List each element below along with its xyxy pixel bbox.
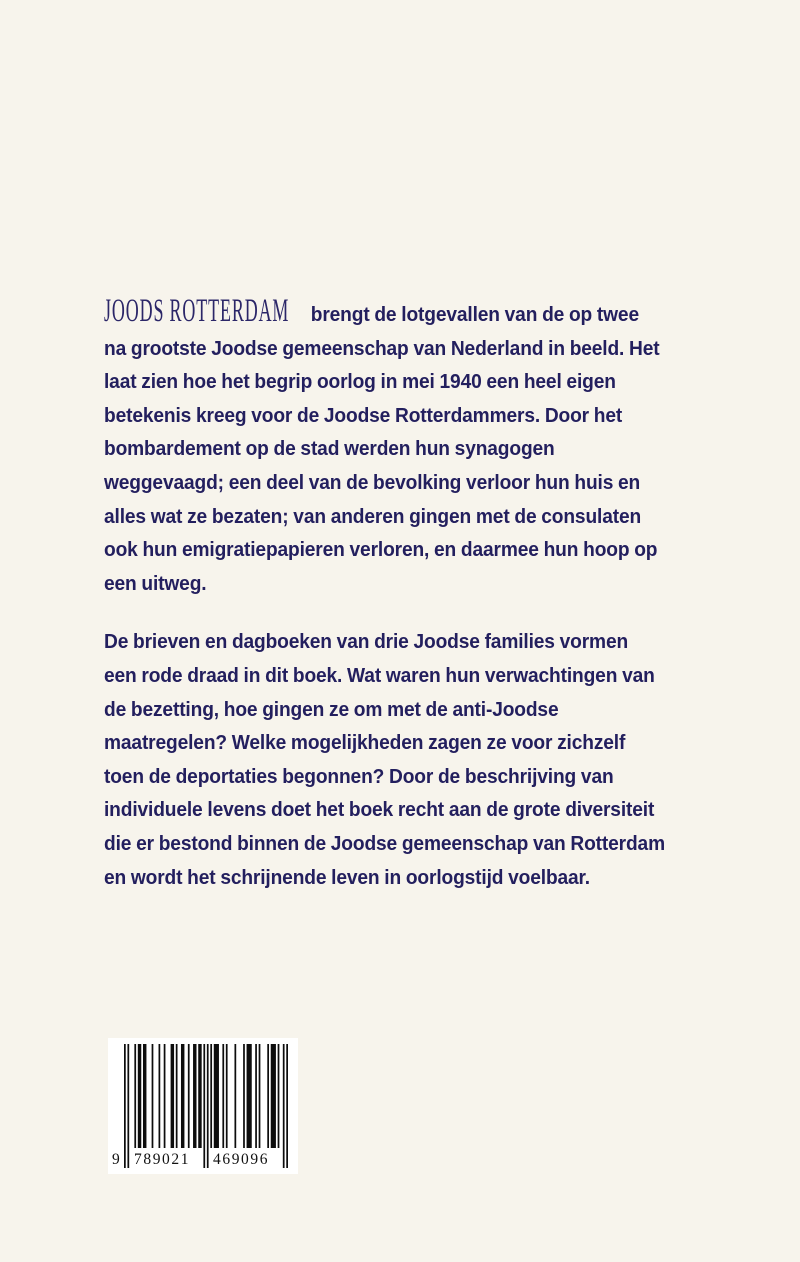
barcode-digit-group-a: 789021 (134, 1151, 191, 1168)
isbn-barcode (108, 1038, 298, 1174)
barcode-bars (108, 1038, 298, 1174)
blurb-paragraph-1: JOODS ROTTERDAM brengt de lotgevallen van de op twee na grootste Joodse gemeenschap van Nederland in beeld. Het laat zien hoe het begrip oorlog in mei 1940 een heel eigen betekenis kreeg voor de Joodse Rotterdammers. Door het bombardement op de stad werden hun synagogen weggevaagd; een deel van de bevolking verloor hun huis en alles wat ze bezaten; van anderen gingen met de consulaten ook hun emigratiepapieren verloren, en daarmee hun hoop op een uitweg. (104, 291, 660, 595)
blurb-text-block (104, 291, 704, 894)
blurb-paragraph-1-body: brengt de lotgevallen van de op twee na grootste Joodse gemeenschap van Nederland in beeld. Het laat zien hoe het begrip oorlog in mei 1940 een heel eigen betekenis kreeg voor de Joodse Rotterdammers. Door het bombardement op de stad werden hun synagogen weggevaagd; een deel van de bevolking verloor hun huis en alles wat ze bezaten; van anderen gingen met de consulaten ook hun emigratiepapieren verloren, en daarmee hun hoop op een uitweg. (104, 303, 660, 595)
blurb-paragraph-2: De brieven en dagboeken van drie Joodse families vormen een rode draad in dit boek. Wat waren hun verwachtingen van de bezetting, hoe gingen ze om met de anti-Joodse maatregelen? Welke mogelijkheden zagen ze voor zichzelf toen de deportaties begonnen? Door de beschrijving van individuele levens doet het boek recht aan de grote diversiteit die er bestond binnen de Joodse gemeenschap van Rotterdam en wordt het schrijnende leven in oorlogstijd voelbaar. (104, 630, 665, 889)
barcode-digit-group-b: 469096 (213, 1151, 270, 1168)
barcode-digit-left-guard: 9 (112, 1151, 122, 1168)
